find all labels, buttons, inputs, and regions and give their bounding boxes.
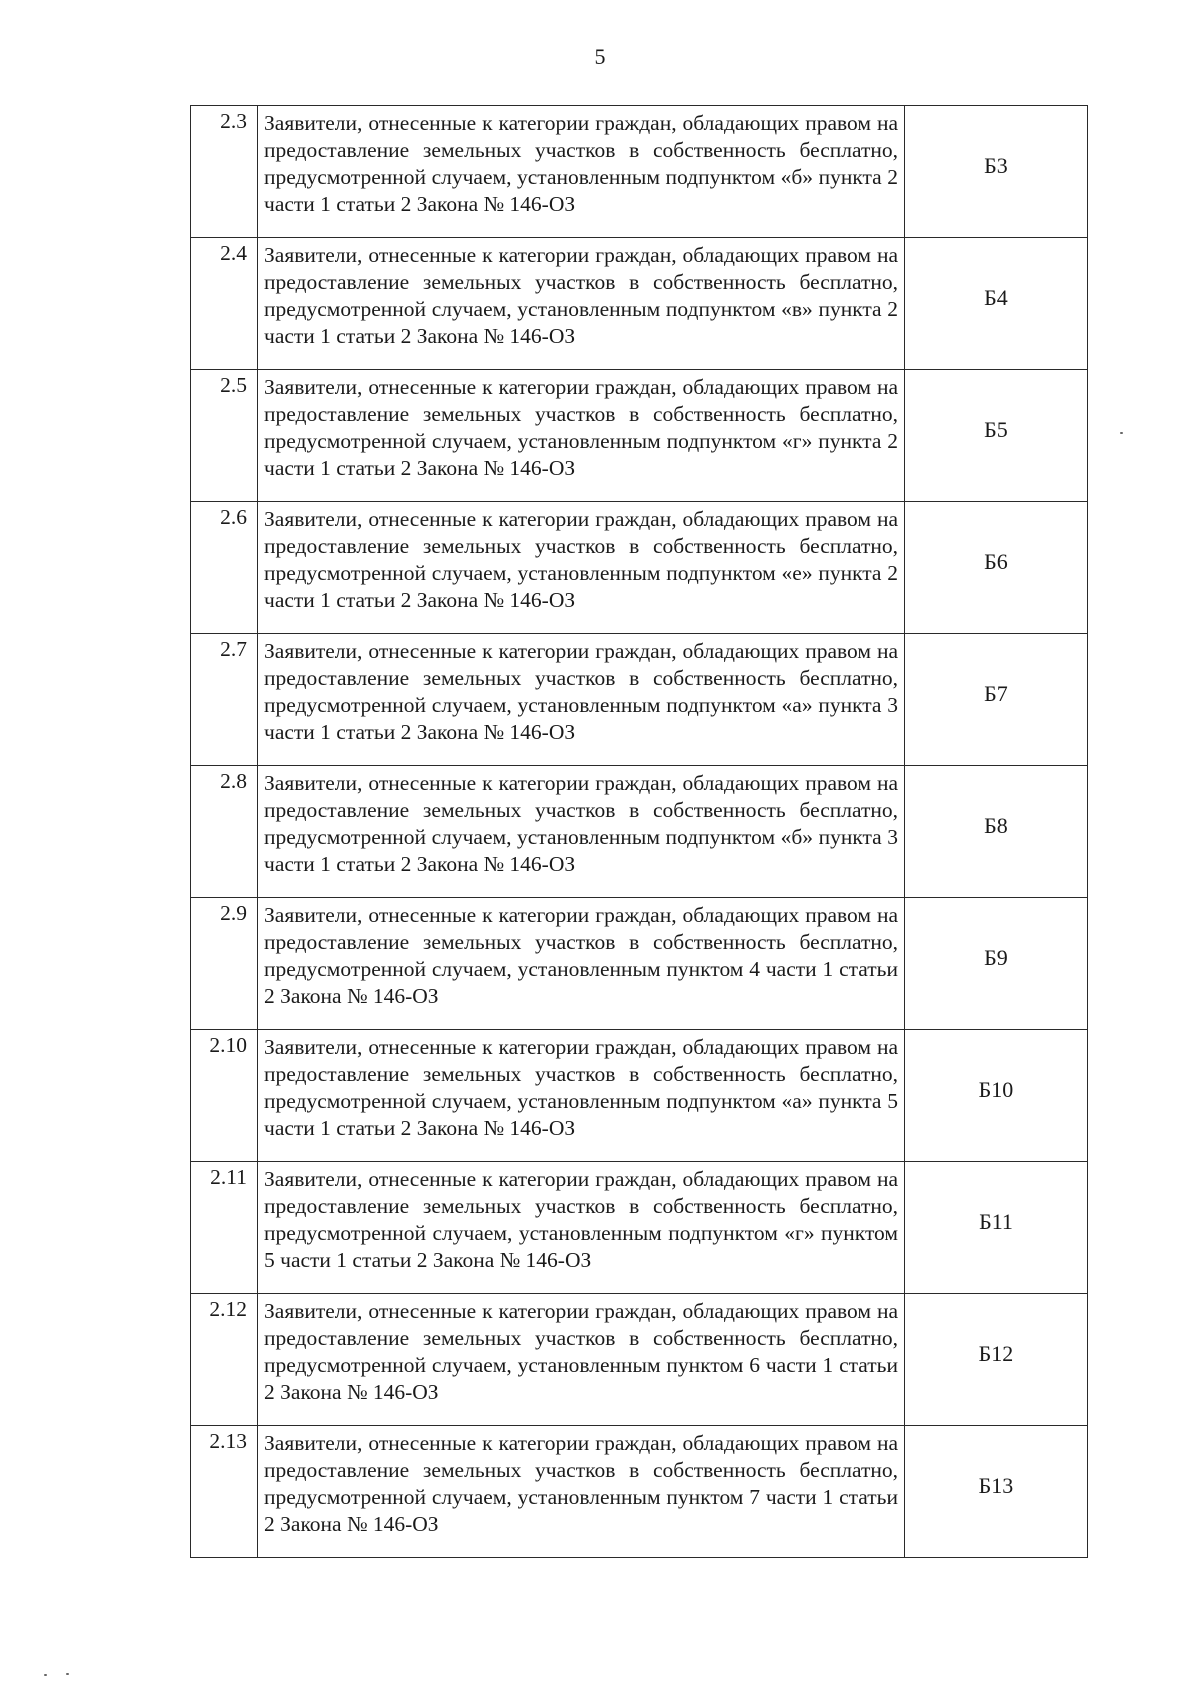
row-description: Заявители, отнесенные к категории граждан, обладающих правом на предоставление земельных участков в собственность бесплатно, предусмотренной случаем, установленным подпунктом «в» пункта 2 части 1 статьи 2 Закона № 146-ОЗ: [258, 238, 905, 370]
row-code-cell: [905, 502, 1088, 634]
table-row: [191, 1294, 1088, 1426]
row-number: 2.12: [191, 1294, 258, 1426]
table-body: [191, 106, 1088, 1558]
row-number: 2.6: [191, 502, 258, 634]
applicant-categories-table: [190, 105, 1088, 1558]
row-code: Б6: [984, 549, 1008, 574]
row-code: Б9: [984, 945, 1008, 970]
row-code: Б11: [979, 1209, 1013, 1234]
row-code-cell: [905, 1294, 1088, 1426]
table-row: [191, 898, 1088, 1030]
row-code: Б4: [984, 285, 1008, 310]
row-code-cell: [905, 238, 1088, 370]
scan-speck: [1120, 432, 1123, 434]
row-code: Б7: [984, 681, 1008, 706]
row-code-cell: [905, 1426, 1088, 1558]
row-number: 2.3: [191, 106, 258, 238]
row-description: Заявители, отнесенные к категории граждан, обладающих правом на предоставление земельных участков в собственность бесплатно, предусмотренной случаем, установленным подпунктом «г» пункта 2 части 1 статьи 2 Закона № 146-ОЗ: [258, 370, 905, 502]
row-description: Заявители, отнесенные к категории граждан, обладающих правом на предоставление земельных участков в собственность бесплатно, предусмотренной случаем, установленным подпунктом «а» пункта 5 части 1 статьи 2 Закона № 146-ОЗ: [258, 1030, 905, 1162]
row-number: 2.4: [191, 238, 258, 370]
row-code-cell: [905, 766, 1088, 898]
table-row: [191, 370, 1088, 502]
row-number: 2.8: [191, 766, 258, 898]
row-number: 2.10: [191, 1030, 258, 1162]
row-number: 2.7: [191, 634, 258, 766]
row-code: Б10: [978, 1077, 1014, 1102]
table-row: [191, 766, 1088, 898]
row-description: Заявители, отнесенные к категории граждан, обладающих правом на предоставление земельных участков в собственность бесплатно, предусмотренной случаем, установленным пунктом 6 части 1 статьи 2 Закона № 146-ОЗ: [258, 1294, 905, 1426]
row-code: Б13: [978, 1473, 1014, 1498]
row-number: 2.13: [191, 1426, 258, 1558]
row-code: Б8: [984, 813, 1008, 838]
row-code: Б12: [978, 1341, 1014, 1366]
table-row: [191, 502, 1088, 634]
row-description: Заявители, отнесенные к категории граждан, обладающих правом на предоставление земельных участков в собственность бесплатно, предусмотренной случаем, установленным подпунктом «е» пункта 2 части 1 статьи 2 Закона № 146-ОЗ: [258, 502, 905, 634]
row-description: Заявители, отнесенные к категории граждан, обладающих правом на предоставление земельных участков в собственность бесплатно, предусмотренной случаем, установленным подпунктом «а» пункта 3 части 1 статьи 2 Закона № 146-ОЗ: [258, 634, 905, 766]
row-code-cell: [905, 1030, 1088, 1162]
row-code-cell: [905, 634, 1088, 766]
scan-speck: [44, 1674, 47, 1676]
row-description: Заявители, отнесенные к категории граждан, обладающих правом на предоставление земельных участков в собственность бесплатно, предусмотренной случаем, установленным подпунктом «г» пунктом 5 части 1 статьи 2 Закона № 146-ОЗ: [258, 1162, 905, 1294]
page-number: 5: [594, 44, 606, 69]
row-code: Б3: [984, 153, 1008, 178]
row-description: Заявители, отнесенные к категории граждан, обладающих правом на предоставление земельных участков в собственность бесплатно, предусмотренной случаем, установленным пунктом 7 части 1 статьи 2 Закона № 146-ОЗ: [258, 1426, 905, 1558]
row-code-cell: [905, 370, 1088, 502]
table-row: [191, 238, 1088, 370]
row-number: 2.11: [191, 1162, 258, 1294]
table-row: [191, 1426, 1088, 1558]
row-number: 2.9: [191, 898, 258, 1030]
row-code-cell: [905, 898, 1088, 1030]
table-row: [191, 106, 1088, 238]
row-code-cell: [905, 1162, 1088, 1294]
scan-speck: [66, 1673, 69, 1675]
table-row: [191, 1030, 1088, 1162]
row-code-cell: [905, 106, 1088, 238]
row-description: Заявители, отнесенные к категории граждан, обладающих правом на предоставление земельных участков в собственность бесплатно, предусмотренной случаем, установленным подпунктом «б» пункта 2 части 1 статьи 2 Закона № 146-ОЗ: [258, 106, 905, 238]
table-row: [191, 634, 1088, 766]
row-number: 2.5: [191, 370, 258, 502]
row-description: Заявители, отнесенные к категории граждан, обладающих правом на предоставление земельных участков в собственность бесплатно, предусмотренной случаем, установленным пунктом 4 части 1 статьи 2 Закона № 146-ОЗ: [258, 898, 905, 1030]
row-code: Б5: [984, 417, 1008, 442]
row-description: Заявители, отнесенные к категории граждан, обладающих правом на предоставление земельных участков в собственность бесплатно, предусмотренной случаем, установленным подпунктом «б» пункта 3 части 1 статьи 2 Закона № 146-ОЗ: [258, 766, 905, 898]
table-row: [191, 1162, 1088, 1294]
